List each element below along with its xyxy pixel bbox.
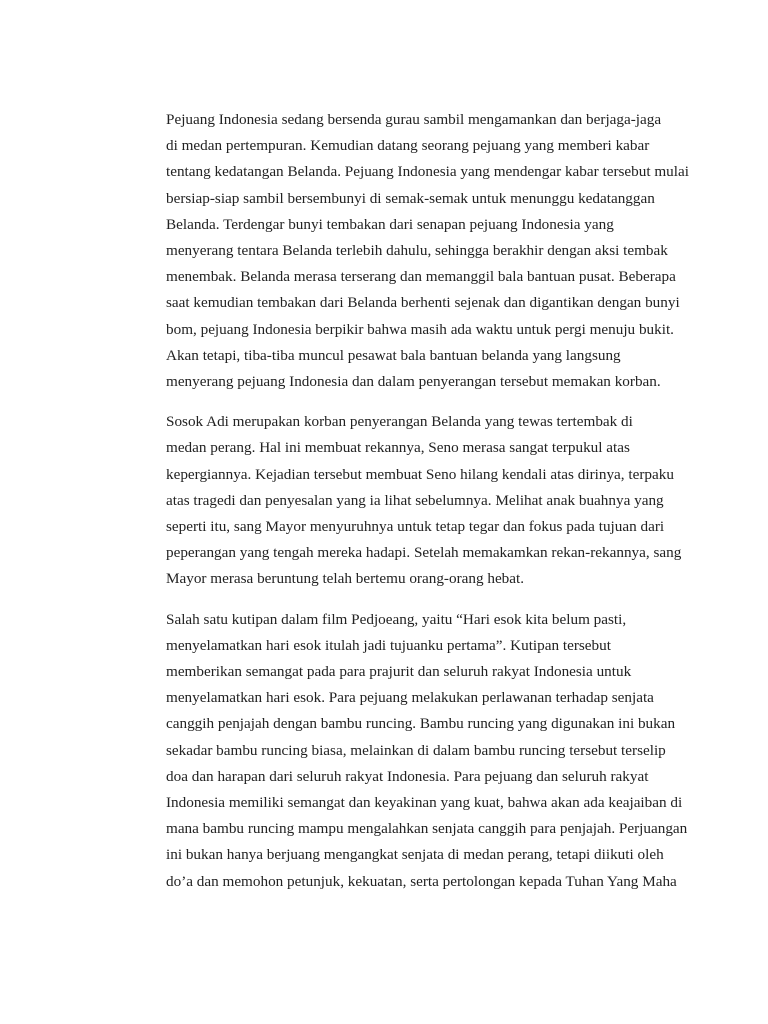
text-line: Pejuang Indonesia sedang bersenda gurau sambil mengamankan dan berjaga-jaga: [166, 111, 662, 128]
text-line: menyelamatkan hari esok itulah jadi tujuanku pertama”. Kutipan tersebut: [166, 636, 611, 654]
text-line: bom, pejuang Indonesia berpikir bahwa masih ada waktu untuk pergi menuju bukit.: [166, 320, 674, 338]
text-line: Akan tetapi, tiba-tiba muncul pesawat bala bantuan belanda yang langsung: [166, 346, 621, 364]
text-line: kepergiannya. Kejadian tersebut membuat Seno hilang kendali atas dirinya, terpaku: [166, 465, 674, 483]
paragraph-3: [145, 607, 688, 895]
text-line: menembak. Belanda merasa terserang dan memanggil bala bantuan pusat. Beberapa: [166, 268, 676, 286]
text-line: medan perang. Hal ini membuat rekannya, Seno merasa sangat terpukul atas: [166, 439, 630, 457]
text-line: saat kemudian tembakan dari Belanda berhenti sejenak dan digantikan dengan bunyi: [166, 294, 680, 312]
text-line: bersiap-siap sambil bersembunyi di semak-semak untuk menunggu kedatanggan: [166, 189, 655, 207]
text-line: menyelamatkan hari esok. Para pejuang melakukan perlawanan terhadap senjata: [166, 689, 654, 707]
text-line: Salah satu kutipan dalam film Pedjoeang, yaitu “Hari esok kita belum pasti,: [166, 610, 627, 628]
text-line: Sosok Adi merupakan korban penyerangan Belanda yang tewas tertembak di: [166, 413, 633, 431]
paragraph-1: [145, 107, 689, 395]
text-line: seperti itu, sang Mayor menyuruhnya untuk tetap tegar dan fokus pada tujuan dari: [166, 518, 665, 536]
text-line: doa dan harapan dari seluruh rakyat Indonesia. Para pejuang dan seluruh rakyat: [166, 767, 649, 785]
paragraph-2: [145, 409, 682, 592]
text-line: peperangan yang tengah mereka hadapi. Setelah memakamkan rekan-rekannya, sang: [166, 544, 682, 562]
text-line: sekadar bambu runcing biasa, melainkan di dalam bambu runcing tersebut terselip: [166, 741, 666, 759]
text-line: Mayor merasa beruntung telah bertemu orang-orang hebat.: [166, 570, 525, 588]
text-line: di medan pertempuran. Kemudian datang seorang pejuang yang memberi kabar: [166, 137, 650, 155]
text-line: Indonesia memiliki semangat dan keyakinan yang kuat, bahwa akan ada keajaiban di: [166, 794, 683, 812]
text-line: canggih penjajah dengan bambu runcing. Bambu runcing yang digunakan ini bukan: [166, 715, 676, 733]
text-line: memberikan semangat pada para prajurit dan seluruh rakyat Indonesia untuk: [166, 663, 632, 681]
text-line: menyerang pejuang Indonesia dan dalam penyerangan tersebut memakan korban.: [166, 373, 661, 391]
text-line: tentang kedatangan Belanda. Pejuang Indonesia yang mendengar kabar tersebut mulai: [166, 163, 689, 181]
text-line: Belanda. Terdengar bunyi tembakan dari senapan pejuang Indonesia yang: [166, 215, 614, 233]
text-line: menyerang tentara Belanda terlebih dahulu, sehingga berakhir dengan aksi tembak: [166, 242, 668, 260]
text-line: ini bukan hanya berjuang mengangkat senjata di medan perang, tetapi diikuti oleh: [166, 846, 664, 864]
text-line: atas tragedi dan penyesalan yang ia lihat sebelumnya. Melihat anak buahnya yang: [166, 491, 664, 509]
text-line: mana bambu runcing mampu mengalahkan senjata canggih para penjajah. Perjuangan: [166, 820, 688, 838]
text-line: do’a dan memohon petunjuk, kekuatan, serta pertolongan kepada Tuhan Yang Maha: [166, 872, 677, 890]
document-body: [145, 107, 689, 909]
